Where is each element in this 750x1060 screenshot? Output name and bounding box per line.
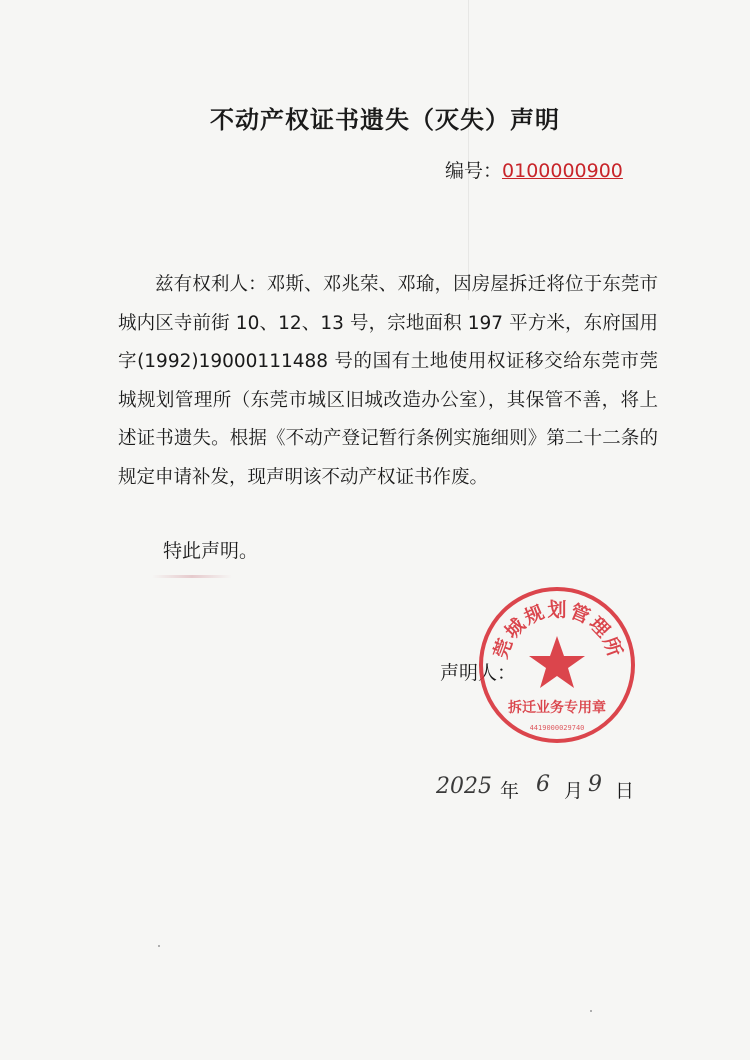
declaration-body [118,266,658,497]
signature-date [430,770,670,804]
date-day: 9 [588,772,602,797]
date-month: 6 [536,772,550,797]
date-year: 2025 [436,774,492,799]
official-seal [476,584,638,746]
scan-speck [590,1010,592,1012]
declaration-paragraph: 兹有权利人：邓斯、邓兆荣、邓瑜，因房屋拆迁将位于东莞市城内区寺前街 10、12、13 号，宗地面积 197 平方米，东府国用字(1992)19000111488 号的国有土地使用权证移交给东莞市莞城规划管理所（东莞市城区旧城改造办公室），其保管不善，将上述证书遗失。根据《不动产登记暂行条例实施细则》第二十二条的规定申请补发，现声明该不动产权证书作废。 [118,274,658,488]
star-icon [529,636,585,688]
date-year-unit: 年 [500,780,520,802]
seal-inner-text: 拆迁业务专用章 [508,700,606,716]
serial-label: 编号： [445,160,503,182]
document-title: 不动产权证书遗失（灭失）声明 [210,106,560,134]
date-day-unit: 日 [615,780,635,802]
date-month-unit: 月 [564,780,584,802]
declarant-label: 声明人： [440,662,517,684]
serial-number-line [445,156,623,183]
seal-arc-text: 莞城规划管理所 [489,599,627,662]
fold-line [468,0,469,300]
seal-code: 4419000029740 [529,724,585,732]
closing-line: 特此声明。 [163,540,259,562]
scan-speck [158,945,160,947]
ink-smudge [152,575,232,578]
serial-number: 0100000900 [502,160,623,182]
